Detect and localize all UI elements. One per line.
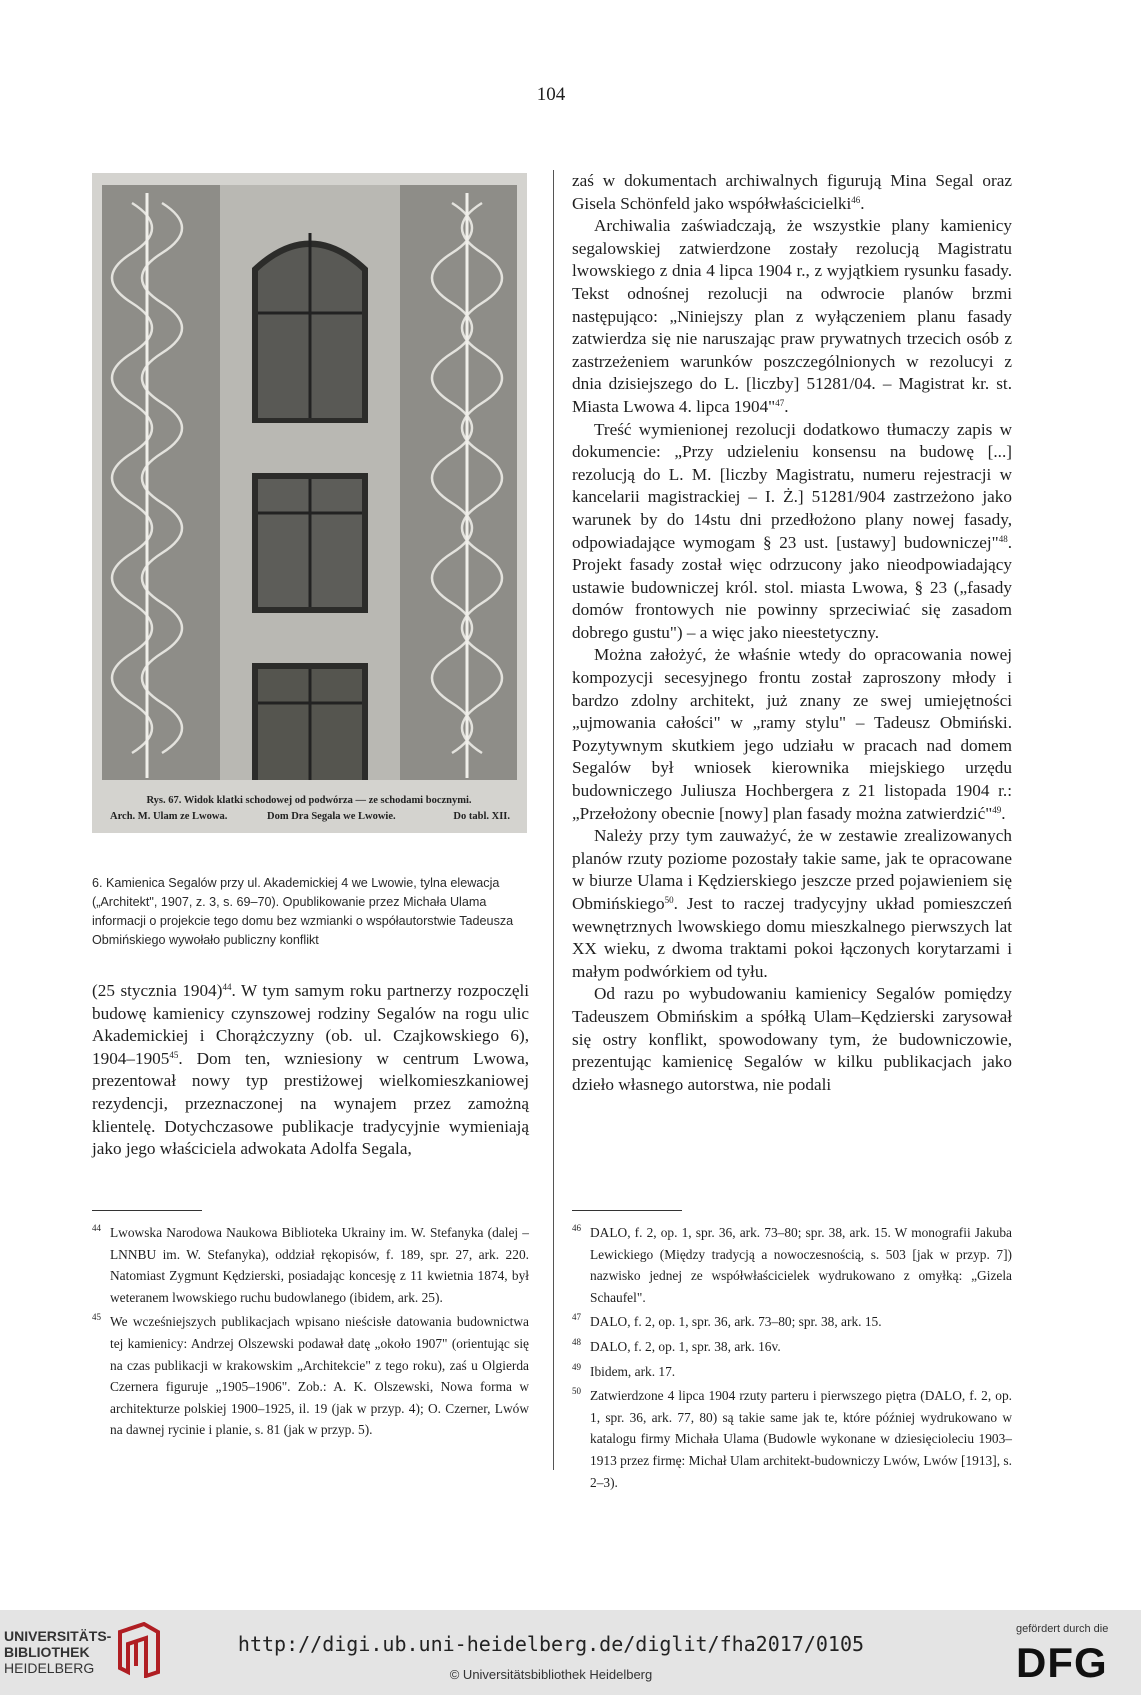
footnote-ref[interactable]: 44	[222, 982, 232, 992]
logo-line: HEIDELBERG	[4, 1660, 95, 1676]
paragraph: Archiwalia zaświadczają, że wszystkie plany kamienicy segalowskiej zatwierdzone zostały rezolucją Magistratu lwowskiego z dnia 4 lipca 1904 r., z wyjątkiem rysunku fasady. Tekst odnośnej rezolucji na odwrocie planów brzmi następująco: „Niniejszy plan z wyłączeniem planu fasady zatwierdza się nie naruszając praw prywatnych trzecich osób z zastrzeżeniem warunków poszczególnionych w rezolucyi z dnia dzisiejszego do L. [liczby] 51281/04. – Magistrat kr. st. Miasta Lwowa 4. lipca 1904"$^{47}$.	[572, 216, 1012, 416]
footnote-text: Zatwierdzone 4 lipca 1904 rzuty parteru i pierwszego piętra (DALO, f. 2, op. 1, spr. 36, ark. 77, 80) są takie same jak te, które później wydrukowano w katalogu firmy Michała Ulama (Budowle wykonane w dziesięcioleciu 1903–1913 przez firmę: Michał Ulam architekt-budowniczy Lwów, Lwów [1913], s. 2–3).	[590, 1388, 1012, 1490]
right-column-text	[572, 170, 1012, 1096]
copyright-notice: © Universitätsbibliothek Heidelberg	[449, 1667, 653, 1682]
footnote-ref[interactable]: 47	[775, 397, 785, 408]
footnote-rule-right	[572, 1210, 682, 1211]
footnote	[92, 1222, 529, 1308]
footnote-number: 47	[572, 1312, 581, 1323]
dfg-logo[interactable]: DFG	[1016, 1639, 1108, 1686]
paragraph: Należy przy tym zauważyć, że w zestawie zrealizowanych planów rzuty poziome pozostały takie same, jak te opracowane w biurze Ulama i Kędzierskiego jeszcze przed pojawieniem się Obmińskiego$^{50}$. Jest to raczej tradycyjny układ pomieszczeń wewnętrznych lwowskiego domu mieszkalnego pierwszych lat XX wieku, z dwoma traktami pokoi łączonych korytarzami i małym podwórkiem od tyłu.	[572, 826, 1012, 981]
footnote	[572, 1222, 1012, 1308]
paragraph: zaś w dokumentach archiwalnych figurują Mina Segal oraz Gisela Schönfeld jako współwłaścicielki$^{46}$.	[572, 171, 1012, 213]
text-run: . W tym samym roku partnerzy rozpoczęli budowę kamienicy czynszowej rodziny Segalów na rogu ulic Akademickiej i Chorążczyzny (ob. ul. Czajkowskiego 6), 1904–1905	[92, 981, 530, 1068]
footnote-number: 45	[92, 1312, 101, 1323]
footnote-text: DALO, f. 2, op. 1, spr. 38, ark. 16v.	[590, 1338, 781, 1354]
text-run: (25 stycznia 1904)	[92, 981, 223, 1000]
footnote-ref[interactable]: 48	[998, 533, 1008, 544]
footnote-ref[interactable]: 50	[664, 895, 674, 905]
paragraph: Można założyć, że właśnie wtedy do opracowania nowej kompozycji secesyjnego frontu został zaproszony młody i bardzo zdolny architekt, już znany ze swej umiejętności „ujmowania całości" w „ramy stylu" – Tadeusz Obmiński. Pozytywnym skutkiem jego udziału w pracach nad domem Segalów był wniosek kierownika miejskiego urzędu budowniczego Juliusza Hochbergera z 21 listopada 1904 r.: „Przełożony obecnie [nowy] plan fasady można zatwierdzić"$^{49}$.	[572, 645, 1012, 823]
footnote-number: 50	[572, 1386, 581, 1397]
footnote	[92, 1311, 529, 1441]
footnote	[572, 1336, 1012, 1358]
paragraph: Od razu po wybudowaniu kamienicy Segalów pomiędzy Tadeuszem Obmińskim a spółką Ulam–Kędzierski zarysował się ostry konflikt, spowodowany tym, że budowniczowie, prezentując kamienicę Segalów w kilku publikacjach jako dzieło własnego autorstwa, nie podali	[572, 984, 1012, 1094]
footnote-ref[interactable]: 45	[169, 1049, 179, 1060]
logo-line: UNIVERSITÄTS-	[4, 1628, 112, 1644]
footnote	[572, 1385, 1012, 1493]
page-number: 104	[536, 84, 566, 105]
plate-caption-architect: Arch. M. Ulam ze Lwowa.	[110, 811, 228, 822]
footnote-rule-left	[92, 1210, 202, 1211]
logo-line: BIBLIOTHEK	[4, 1644, 90, 1660]
figure-caption: 6. Kamienica Segalów przy ul. Akademickiej 4 we Lwowie, tylna elewacja („Architekt", 1907, z. 3, s. 69–70). Opublikowanie przez Michała Ulama informacji o projekcie tego domu bez wzmianki o współautorstwie Tadeusza Obmińskiego wywołało publiczny konflikt	[92, 876, 514, 947]
plate-caption-house: Dom Dra Segala we Lwowie.	[267, 811, 396, 822]
footnote-text: DALO, f. 2, op. 1, spr. 36, ark. 73–80; spr. 38, ark. 15.	[590, 1314, 882, 1330]
footnote-number: 46	[572, 1223, 581, 1233]
left-column-text	[92, 980, 529, 1161]
permalink-url[interactable]: http://digi.ub.uni-heidelberg.de/diglit/fha2017/0105	[237, 1632, 865, 1656]
footnote-ref[interactable]: 46	[851, 194, 861, 205]
staircase-photo	[92, 173, 527, 833]
plate-caption-line-1: Rys. 67. Widok klatki schodowej od podwórza — ze schodami bocznymi.	[146, 795, 472, 806]
footnote-ref[interactable]: 49	[992, 804, 1002, 815]
text-run: . Dom ten, wzniesiony w centrum Lwowa, prezentował nowy typ prestiżowej wielkomieszkaniowej rezydencji, przeznaczonej na wynajem przez zamożną klientelę. Dotychczasowe publikacje tradycyjnie wymieniają jako jego właściciela adwokata Adolfa Segala,	[92, 1048, 529, 1159]
footnote-number: 44	[92, 1223, 101, 1233]
footnote-number: 48	[572, 1336, 581, 1347]
plate-caption-table: Do tabl. XII.	[453, 811, 510, 822]
footnote-number: 49	[572, 1361, 581, 1372]
figure-photo	[92, 173, 527, 833]
footnote	[572, 1311, 1012, 1333]
funding-label: gefördert durch die	[1016, 1623, 1109, 1635]
footnote	[572, 1361, 1012, 1383]
footnotes-left	[92, 1222, 529, 1444]
footnote-text: DALO, f. 2, op. 1, spr. 36, ark. 73–80; spr. 38, ark. 15. W monografii Jakuba Lewickiego (Między tradycją a nowoczesnością, s. 503 [jak w przyp. 7]) nazwisko jednej ze współwłaścicielek wydrukowano z omyłką: „Gizela Schaufel".	[590, 1225, 1012, 1305]
footnote-text: Ibidem, ark. 17.	[590, 1363, 676, 1379]
column-divider	[553, 170, 554, 1470]
footnote-text: We wcześniejszych publikacjach wpisano nieścisłe datowania budownictwa tej kamienicy: Andrzej Olszewski podawał datę „około 1907" (orientując się na czas publikacji w krakowskim „Architekcie" z tego roku), zaś u Olgierda Czernera figuruje „1905–1906". Zob.: A. K. Olszewski, Nowa forma w architekturze polskiej 1900–1925, il. 19 (jak w przyp. 4); O. Czerner, Lwów na dawnej rycinie i planie, s. 81 (jak w przyp. 5).	[110, 1314, 529, 1438]
viewer-footer	[0, 1610, 1141, 1695]
footnote-text: Lwowska Narodowa Naukowa Biblioteka Ukrainy im. W. Stefanyka (dalej – LNNBU im. W. Stefanyka), oddział rękopisów, f. 189, spr. 27, ark. 220. Natomiast Zygmunt Kędzierski, posiadając koncesję z 11 kwietnia 1874, był weteranem lwowskiego ruchu budowlanego (ibidem, ark. 25).	[110, 1225, 529, 1305]
footnotes-right	[572, 1222, 1012, 1496]
paragraph: Treść wymienionej rezolucji dodatkowo tłumaczy zapis w dokumencie: „Przy udzieleniu konsensu na budowę [...] rezolucją do L. M. [liczby Magistratu, numeru rejestracji w kancelarii magistrackiej – I. Ż.] 51281/904 zastrzeżono jako warunek by do 14stu dni przedłożono plany nowej fasady, odpowiadające wymogam § 23 ust. [ustawy] budowniczej"$^{48}$. Projekt fasady został więc odrzucony jako nieodpowiadający ustawie budowniczej król. stol. miasta Lwowa, § 23 („fasady domów frontowych nie powinny sprzeciwiać się zasadom dobrego gustu") – a więc jako nieestetyczny.	[572, 419, 1012, 642]
